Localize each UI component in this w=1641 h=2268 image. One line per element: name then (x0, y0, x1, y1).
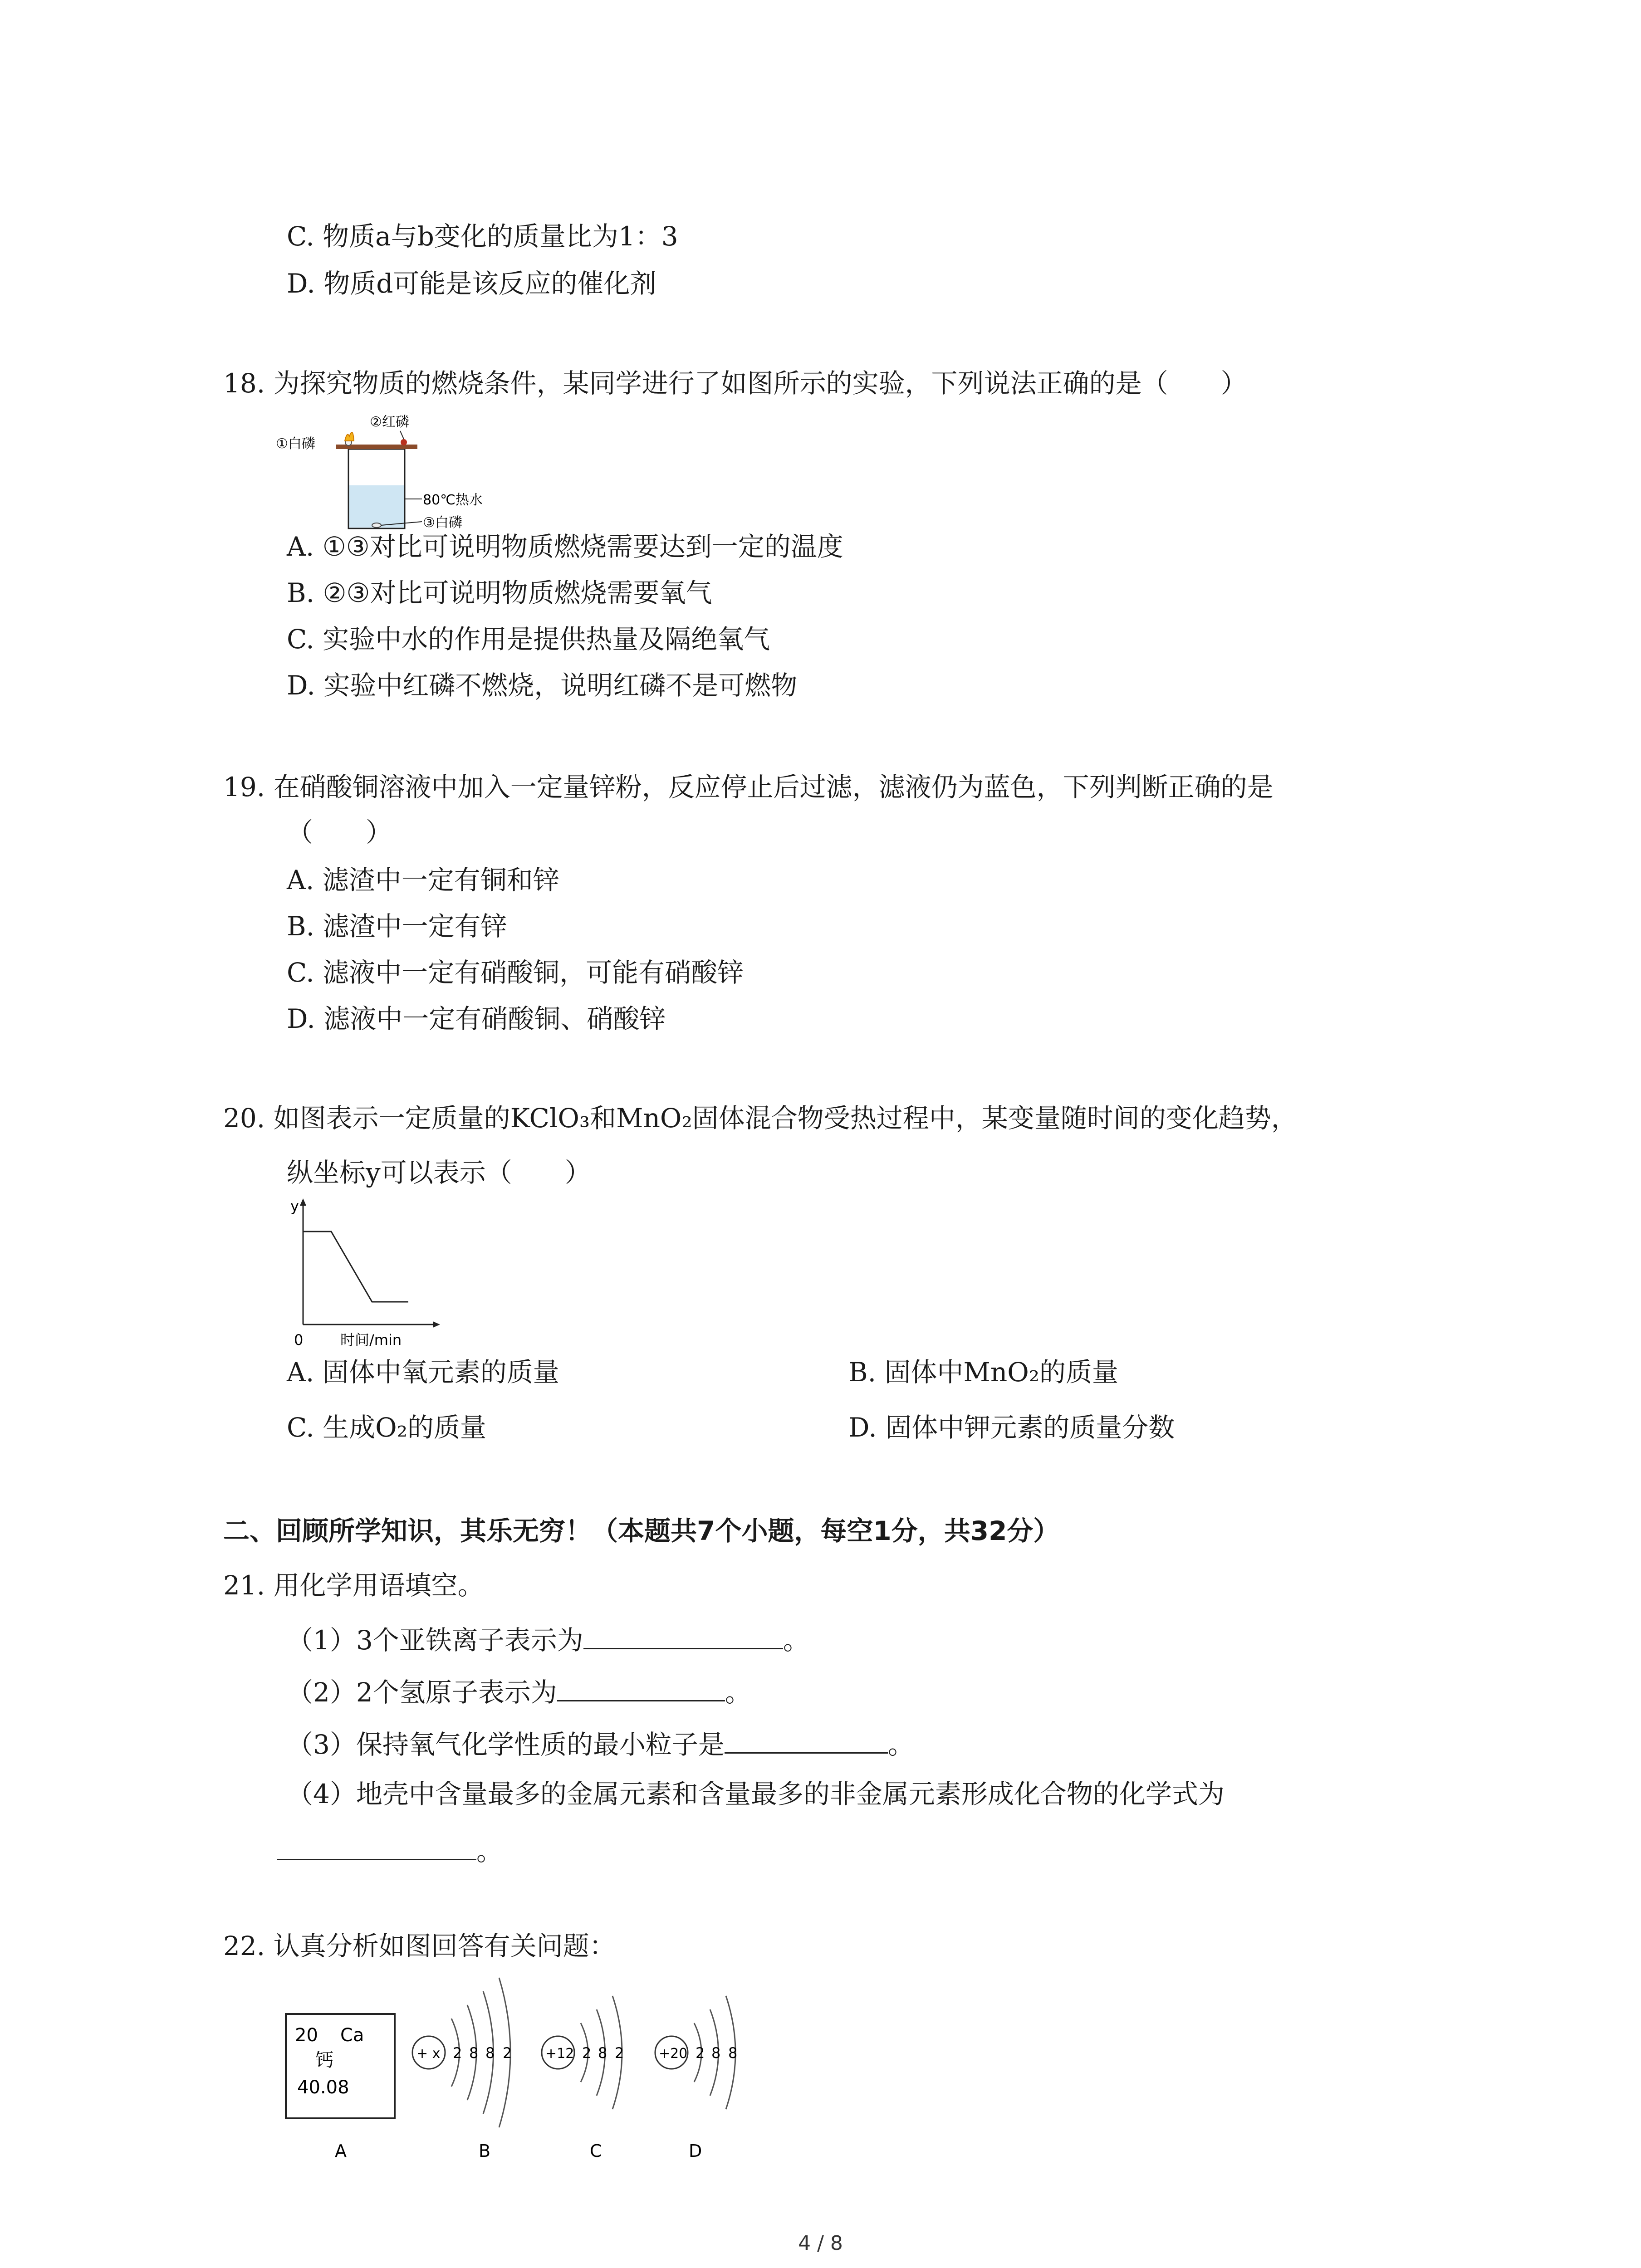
graph-origin: 0 (294, 1331, 304, 1349)
q19-option-a: A. 滤渣中一定有铜和锌 (287, 865, 559, 895)
q17-option-c: C. 物质a与b变化的质量比为1：3 (287, 221, 678, 252)
q21-part-2: （2）2个氢原子表示为 。 (287, 1674, 751, 1708)
q20-stem: 20. 如图表示一定质量的KClO₃和MnO₂固体混合物受热过程中，某变量随时间的变化趋势， (223, 1103, 1298, 1134)
q21-stem: 21. 用化学用语填空。 (223, 1570, 484, 1601)
q18-stem: 18. 为探究物质的燃烧条件，某同学进行了如图所示的实验，下列说法正确的是（ ） (223, 368, 1247, 399)
trend-line (303, 1232, 408, 1302)
shell-c-1: 2 (582, 2044, 592, 2062)
label-c: C (590, 2141, 602, 2161)
red-phosphorus (401, 439, 407, 445)
graph-y-label: y (290, 1198, 299, 1215)
shell-d-2: 8 (711, 2044, 721, 2062)
answer-blank-2[interactable] (557, 1674, 725, 1701)
label-b: B (479, 2141, 491, 2161)
q20-option-d: D. 固体中钾元素的质量分数 (848, 1412, 1175, 1443)
white-phosphorus-bottom (372, 523, 381, 528)
cell-mass: 40.08 (297, 2077, 349, 2098)
q19-stem: 19. 在硝酸铜溶液中加入一定量锌粉，反应停止后过滤，滤液仍为蓝色，下列判断正确的是 (223, 772, 1274, 802)
shell-b-4: 2 (503, 2044, 512, 2062)
q20-option-c: C. 生成O₂的质量 (287, 1412, 486, 1443)
shell-b-1: 2 (453, 2044, 462, 2062)
q18-option-a: A. ①③对比可说明物质燃烧需要达到一定的温度 (287, 531, 843, 562)
label-d: D (689, 2141, 702, 2161)
label-hot-water: 80℃热水 (423, 492, 483, 508)
q19-option-c: C. 滤液中一定有硝酸铜，可能有硝酸锌 (287, 957, 744, 988)
q17-option-d: D. 物质d可能是该反应的催化剂 (287, 268, 656, 299)
q20-option-a: A. 固体中氧元素的质量 (287, 1357, 559, 1388)
q21-part-4: （4）地壳中含量最多的金属元素和含量最多的非金属元素形成化合物的化学式为 (287, 1779, 1225, 1809)
shell-c-3: 2 (615, 2044, 624, 2062)
cell-name: 钙 (315, 2050, 333, 2071)
flame-icon (345, 432, 354, 441)
q19-option-b: B. 滤渣中一定有锌 (287, 911, 507, 942)
nucleus-c-charge: +12 (545, 2046, 574, 2062)
q19-option-d: D. 滤液中一定有硝酸铜、硝酸锌 (287, 1003, 666, 1034)
q22-atom-figure (272, 1964, 771, 2173)
label-red-phosphorus: ②红磷 (370, 414, 409, 430)
x-axis-arrow-icon (433, 1321, 440, 1328)
answer-blank-1[interactable] (583, 1622, 783, 1649)
cell-symbol: Ca (340, 2025, 364, 2046)
q18-option-d: D. 实验中红磷不燃烧，说明红磷不是可燃物 (287, 670, 798, 701)
answer-blank-3[interactable] (725, 1726, 888, 1754)
shell-c-2: 8 (598, 2044, 607, 2062)
shell-d-3: 8 (728, 2044, 738, 2062)
q20-trend-graph (272, 1198, 454, 1352)
hot-water (349, 485, 404, 528)
label-white-phosphorus-top: ①白磷 (276, 436, 315, 452)
shell-b-3: 8 (485, 2044, 495, 2062)
y-axis-arrow-icon (300, 1198, 306, 1206)
q21-part-3: （3）保持氧气化学性质的最小粒子是 。 (287, 1726, 914, 1760)
q22-stem: 22. 认真分析如图回答有关问题： (223, 1931, 616, 1961)
section-2-title: 二、回顾所学知识，其乐无穷！（本题共7个小题，每空1分，共32分） (223, 1515, 1060, 1546)
q21-part-1: （1）3个亚铁离子表示为 。 (287, 1622, 809, 1656)
q19-paren: （ ） (287, 817, 392, 848)
q20-option-b: B. 固体中MnO₂的质量 (848, 1357, 1119, 1388)
page-number: 4 / 8 (798, 2232, 843, 2255)
graph-x-label: 时间/min (340, 1331, 402, 1349)
q21-part-4-answer: 。 (277, 1833, 503, 1867)
label-white-phosphorus-bottom: ③白磷 (423, 515, 462, 531)
answer-blank-4[interactable] (277, 1833, 476, 1860)
q20-stem-2: 纵坐标y可以表示（ ） (287, 1157, 591, 1188)
shell-b-2: 8 (469, 2044, 479, 2062)
shell-d-1: 2 (696, 2044, 705, 2062)
label-a: A (335, 2141, 347, 2161)
nucleus-d-charge: +20 (659, 2046, 688, 2062)
nucleus-b-charge: + x (416, 2046, 441, 2062)
cell-atomic-number: 20 (295, 2025, 318, 2046)
q18-combustion-figure (272, 399, 526, 535)
q18-option-b: B. ②③对比可说明物质燃烧需要氧气 (287, 577, 712, 608)
q18-option-c: C. 实验中水的作用是提供热量及隔绝氧气 (287, 624, 770, 655)
